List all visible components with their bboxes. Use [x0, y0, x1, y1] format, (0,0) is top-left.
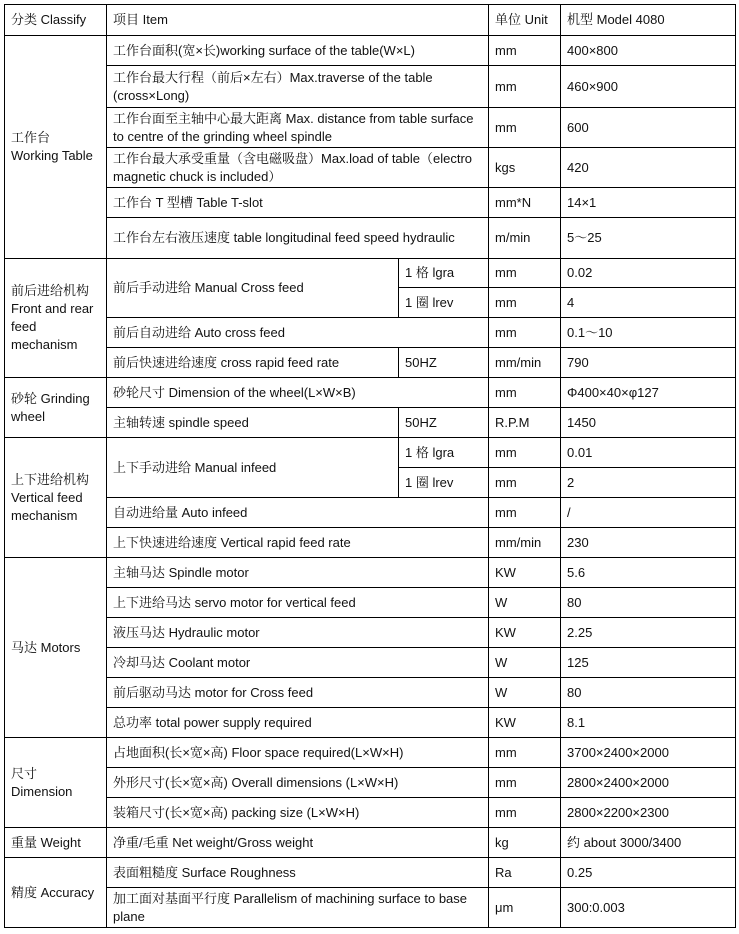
- item-cell: 工作台最大承受重量（含电磁吸盘）Max.load of table（electro magnetic chuck is included）: [107, 148, 489, 188]
- item-cell: 工作台左右液压速度 table longitudinal feed speed hydraulic: [107, 218, 489, 259]
- table-row: [5, 528, 736, 558]
- unit-cell: W: [489, 588, 561, 618]
- value-cell: 4: [561, 288, 736, 318]
- unit-cell: mm/min: [489, 348, 561, 378]
- unit-cell: W: [489, 678, 561, 708]
- sub-cell: 50HZ: [399, 348, 489, 378]
- unit-cell: mm: [489, 66, 561, 108]
- table-row: [5, 648, 736, 678]
- unit-cell: KW: [489, 618, 561, 648]
- table-row: [5, 558, 736, 588]
- value-cell: 14×1: [561, 188, 736, 218]
- value-cell: 3700×2400×2000: [561, 738, 736, 768]
- value-cell: 300:0.003: [561, 888, 736, 928]
- item-cell: 上下进给马达 servo motor for vertical feed: [107, 588, 489, 618]
- value-cell: 1450: [561, 408, 736, 438]
- header-model: 机型 Model 4080: [561, 5, 736, 36]
- table-row: [5, 708, 736, 738]
- table-row: [5, 438, 736, 468]
- group-vertical-feed: 上下进给机构 Vertical feed mechanism: [5, 438, 107, 558]
- item-cell: 冷却马达 Coolant motor: [107, 648, 489, 678]
- unit-cell: m/min: [489, 218, 561, 259]
- table-row: [5, 218, 736, 259]
- value-cell: 420: [561, 148, 736, 188]
- item-cell: 自动进给量 Auto infeed: [107, 498, 489, 528]
- value-cell: 600: [561, 108, 736, 148]
- unit-cell: kg: [489, 828, 561, 858]
- unit-cell: R.P.M: [489, 408, 561, 438]
- value-cell: 2.25: [561, 618, 736, 648]
- unit-cell: mm: [489, 259, 561, 288]
- item-cell: 占地面积(长×宽×高) Floor space required(L×W×H): [107, 738, 489, 768]
- table-row: [5, 888, 736, 928]
- unit-cell: W: [489, 648, 561, 678]
- table-row: [5, 828, 736, 858]
- unit-cell: mm: [489, 498, 561, 528]
- item-cell: 上下手动进给 Manual infeed: [107, 438, 399, 498]
- table-row: [5, 738, 736, 768]
- header-item: 项目 Item: [107, 5, 489, 36]
- value-cell: 0.02: [561, 259, 736, 288]
- item-cell: 外形尺寸(长×宽×高) Overall dimensions (L×W×H): [107, 768, 489, 798]
- item-cell: 工作台 T 型槽 Table T-slot: [107, 188, 489, 218]
- unit-cell: mm: [489, 738, 561, 768]
- item-cell: 净重/毛重 Net weight/Gross weight: [107, 828, 489, 858]
- unit-cell: mm: [489, 378, 561, 408]
- value-cell: 8.1: [561, 708, 736, 738]
- spec-sheet: [4, 4, 736, 928]
- table-row: [5, 408, 736, 438]
- item-cell: 上下快速进给速度 Vertical rapid feed rate: [107, 528, 489, 558]
- item-cell: 工作台面至主轴中心最大距离 Max. distance from table surface to centre of the grinding wheel spindle: [107, 108, 489, 148]
- value-cell: 2800×2200×2300: [561, 798, 736, 828]
- item-cell: 前后手动进给 Manual Cross feed: [107, 259, 399, 318]
- unit-cell: KW: [489, 558, 561, 588]
- item-cell: 表面粗糙度 Surface Roughness: [107, 858, 489, 888]
- table-row: [5, 148, 736, 188]
- value-cell: Φ400×40×φ127: [561, 378, 736, 408]
- value-cell: 0.1～10: [561, 318, 736, 348]
- group-motors: 马达 Motors: [5, 558, 107, 738]
- unit-cell: mm: [489, 108, 561, 148]
- sub-cell: 1 格 lgra: [399, 259, 489, 288]
- group-dimension: 尺寸 Dimension: [5, 738, 107, 828]
- table-row: [5, 678, 736, 708]
- unit-cell: mm: [489, 438, 561, 468]
- value-cell: 460×900: [561, 66, 736, 108]
- value-cell: 2: [561, 468, 736, 498]
- table-row: [5, 858, 736, 888]
- sub-cell: 50HZ: [399, 408, 489, 438]
- table-row: [5, 618, 736, 648]
- group-weight: 重量 Weight: [5, 828, 107, 858]
- table-row: [5, 588, 736, 618]
- item-cell: 工作台面积(宽×长)working surface of the table(W×L): [107, 36, 489, 66]
- item-cell: 前后驱动马达 motor for Cross feed: [107, 678, 489, 708]
- item-cell: 主轴马达 Spindle motor: [107, 558, 489, 588]
- table-row: [5, 798, 736, 828]
- group-accuracy: 精度 Accuracy: [5, 858, 107, 928]
- value-cell: 400×800: [561, 36, 736, 66]
- item-cell: 液压马达 Hydraulic motor: [107, 618, 489, 648]
- table-row: [5, 348, 736, 378]
- unit-cell: kgs: [489, 148, 561, 188]
- sub-cell: 1 圈 lrev: [399, 288, 489, 318]
- item-cell: 加工面对基面平行度 Parallelism of machining surface to base plane: [107, 888, 489, 928]
- table-row: [5, 108, 736, 148]
- value-cell: 2800×2400×2000: [561, 768, 736, 798]
- unit-cell: mm*N: [489, 188, 561, 218]
- unit-cell: mm/min: [489, 528, 561, 558]
- item-cell: 砂轮尺寸 Dimension of the wheel(L×W×B): [107, 378, 489, 408]
- group-grinding-wheel: 砂轮 Grinding wheel: [5, 378, 107, 438]
- sub-cell: 1 圈 lrev: [399, 468, 489, 498]
- value-cell: 80: [561, 678, 736, 708]
- item-cell: 装箱尺寸(长×宽×高) packing size (L×W×H): [107, 798, 489, 828]
- value-cell: 5～25: [561, 218, 736, 259]
- table-row: [5, 768, 736, 798]
- unit-cell: mm: [489, 798, 561, 828]
- value-cell: 0.25: [561, 858, 736, 888]
- value-cell: 125: [561, 648, 736, 678]
- unit-cell: mm: [489, 768, 561, 798]
- unit-cell: Ra: [489, 858, 561, 888]
- unit-cell: mm: [489, 468, 561, 498]
- value-cell: 80: [561, 588, 736, 618]
- table-row: [5, 259, 736, 288]
- item-cell: 主轴转速 spindle speed: [107, 408, 399, 438]
- unit-cell: μm: [489, 888, 561, 928]
- table-row: [5, 188, 736, 218]
- item-cell: 工作台最大行程（前后×左右）Max.traverse of the table (cross×Long): [107, 66, 489, 108]
- unit-cell: mm: [489, 288, 561, 318]
- sub-cell: 1 格 lgra: [399, 438, 489, 468]
- specification-table: [4, 4, 736, 928]
- header-unit: 单位 Unit: [489, 5, 561, 36]
- value-cell: 约 about 3000/3400: [561, 828, 736, 858]
- header-classify: 分类 Classify: [5, 5, 107, 36]
- table-row: [5, 36, 736, 66]
- table-row: [5, 378, 736, 408]
- table-row: [5, 498, 736, 528]
- unit-cell: mm: [489, 318, 561, 348]
- table-row: [5, 318, 736, 348]
- value-cell: 230: [561, 528, 736, 558]
- group-working-table: 工作台 Working Table: [5, 36, 107, 259]
- item-cell: 前后自动进给 Auto cross feed: [107, 318, 489, 348]
- table-row: [5, 66, 736, 108]
- unit-cell: KW: [489, 708, 561, 738]
- value-cell: /: [561, 498, 736, 528]
- header-row: [5, 5, 736, 36]
- item-cell: 前后快速进给速度 cross rapid feed rate: [107, 348, 399, 378]
- unit-cell: mm: [489, 36, 561, 66]
- value-cell: 790: [561, 348, 736, 378]
- value-cell: 5.6: [561, 558, 736, 588]
- group-cross-feed: 前后进给机构 Front and rear feed mechanism: [5, 259, 107, 378]
- item-cell: 总功率 total power supply required: [107, 708, 489, 738]
- value-cell: 0.01: [561, 438, 736, 468]
